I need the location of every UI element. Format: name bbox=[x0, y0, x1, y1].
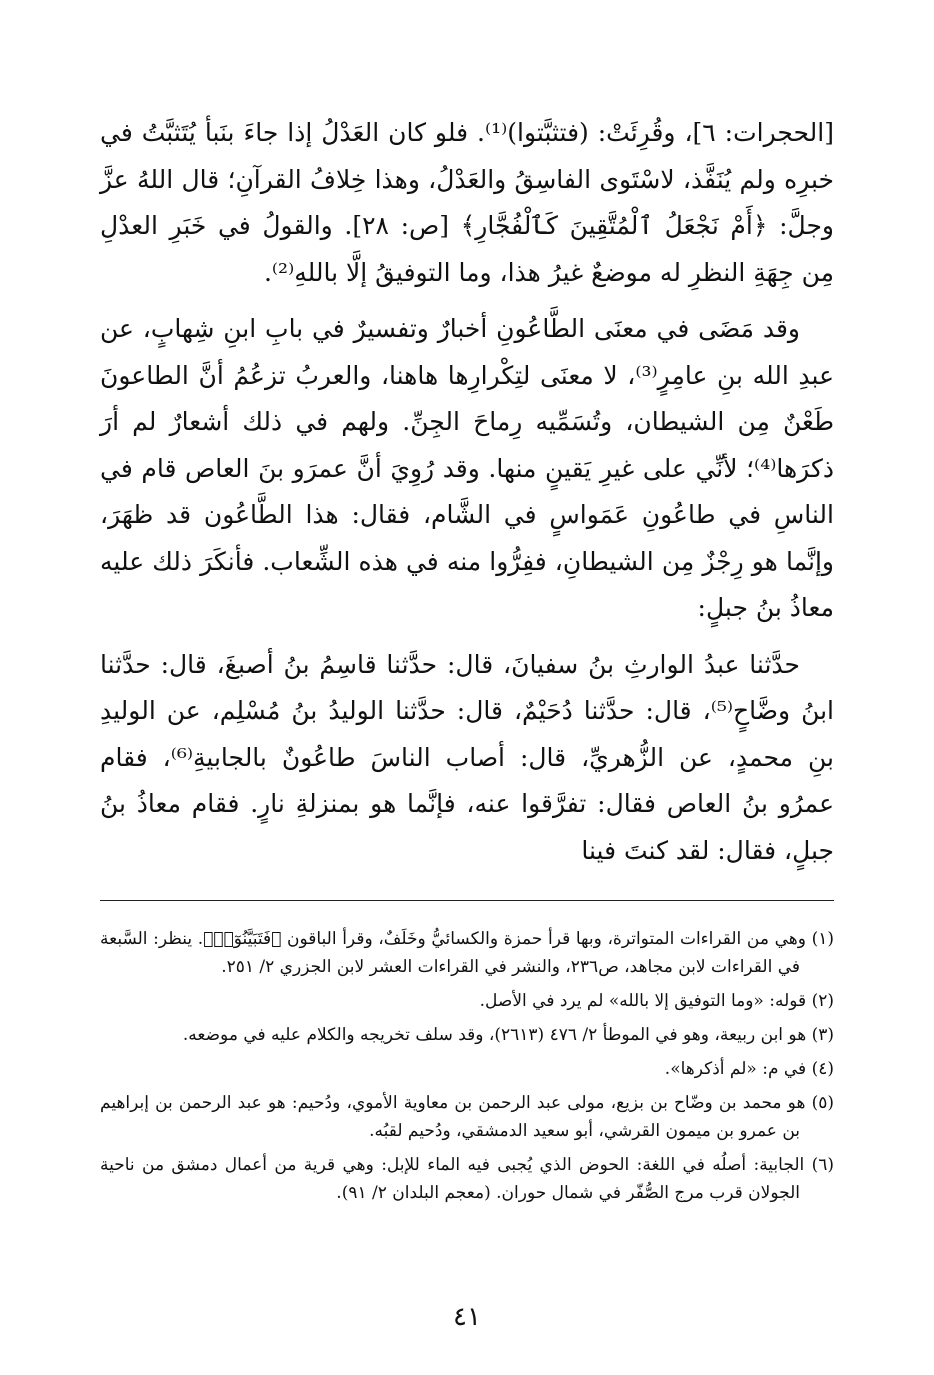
paragraph: حدَّثنا عبدُ الوارثِ بنُ سفيانَ، قال: حدَّثنا قاسِمُ بنُ أصبغَ، قال: حدَّثنا ابنُ وضَّاحٍ⁽⁵⁾، قال: حدَّثنا دُحَيْمٌ، قال: حدَّثنا الوليدُ بنُ مُسْلِم، عن الوليدِ بنِ محمدٍ، عن الزُّهريِّ، قال: أصاب الناسَ طاعُونٌ بالجابيةِ⁽⁶⁾، فقام عمرُو بنُ العاص فقال: تفرَّقوا عنه، فإنَّما هو بمنزلةِ نارٍ. فقام معاذُ بنُ جبلٍ، فقال: لقد كنتَ فينا bbox=[100, 649, 835, 865]
paragraph: وقد مَضَى في معنَى الطَّاعُونِ أخبارٌ وتفسيرٌ في بابِ ابنِ شِهابٍ، عن عبدِ الله بنِ عامِرٍ⁽³⁾، لا معنَى لتِكْرارِها هاهنا، والعربُ تزعُمُ أنَّ الطاعونَ طَعْنٌ مِن الشيطان، وتُسَمِّيه رِماحَ الجِنِّ. ولهم في ذلك أشعارٌ لم أرَ ذكرَها⁽⁴⁾؛ لأنِّي على غيرِ يَقينٍ منها. وقد رُوِيَ أنَّ عمرَو بنَ العاص قام في الناسِ في طاعُونِ عَمَواسٍ في الشَّام، فقال: هذا الطَّاعُون قد ظهَرَ، وإنَّما هو رِجْزٌ مِن الشيطانِ، ففِرُّوا منه في هذه الشِّعاب. فأنكَرَ ذلك عليه معاذُ بنُ جبلٍ: bbox=[100, 314, 835, 622]
footnote: (٦) الجابية: أصلُه في اللغة: الحوض الذي يُجبى فيه الماء للإبل: وهي قرية من أعمال دمشق من ناحية الجولان قرب مرج الصُّفّر في شمال حوران. (معجم البلدان ٢/ ٩١). bbox=[100, 1155, 834, 1203]
footnote-divider bbox=[100, 900, 834, 901]
footnotes bbox=[100, 925, 834, 1213]
footnote: (٣) هو ابن ربيعة، وهو في الموطأ ٢/ ٤٧٦ (٢٦١٣)، وقد سلف تخريجه والكلام عليه في موضعه. bbox=[182, 1025, 834, 1045]
paragraph: [الحجرات: ٦]، وقُرِئَتْ: (فتثبَّتوا)⁽¹⁾. فلو كان العَدْلُ إذا جاءَ بنَبأ يُتَثبَّتُ في خبرِه ولم يُنَفَّذ، لاسْتَوى الفاسِقُ والعَدْلُ، وهذا خِلافُ القرآنِ؛ قال اللهُ عزَّ وجلَّ: ﴿أَمْ نَجْعَلُ ٱلْمُتَّقِينَ كَٱلْفُجَّارِ﴾ [ص: ٢٨]. والقولُ في خَبَرِ العدْلِ مِن جِهَةِ النظرِ له موضعٌ غيرُ هذا، وما التوفيقُ إلَّا باللهِ⁽²⁾. bbox=[100, 118, 835, 287]
footnote: (٢) قوله: «وما التوفيق إلا بالله» لم يرد في الأصل. bbox=[479, 991, 834, 1011]
page-number: ٤١ bbox=[453, 1302, 481, 1332]
main-text bbox=[100, 110, 834, 874]
footnote: (١) وهي من القراءات المتواترة، وبها قرأ حمزة والكسائيُّ وخَلَفٌ، وقرأ الباقون ﴿فَتَبَيَّنُوٓا۟﴾. ينظر: السَّبعة في القراءات لابن مجاهد، ص٢٣٦، والنشر في القراءات العشر لابن الجزري ٢/ ٢٥١. bbox=[100, 929, 834, 977]
footnote: (٤) في م: «لم أذكرها». bbox=[664, 1059, 834, 1079]
footnote: (٥) هو محمد بن وضّاح بن بزيع، مولى عبد الرحمن بن معاوية الأموي، ودُحيم: هو عبد الرحمن بن إبراهيم بن عمرو بن ميمون القرشي، أبو سعيد الدمشقي، ودُحيم لقبُه. bbox=[100, 1093, 834, 1141]
